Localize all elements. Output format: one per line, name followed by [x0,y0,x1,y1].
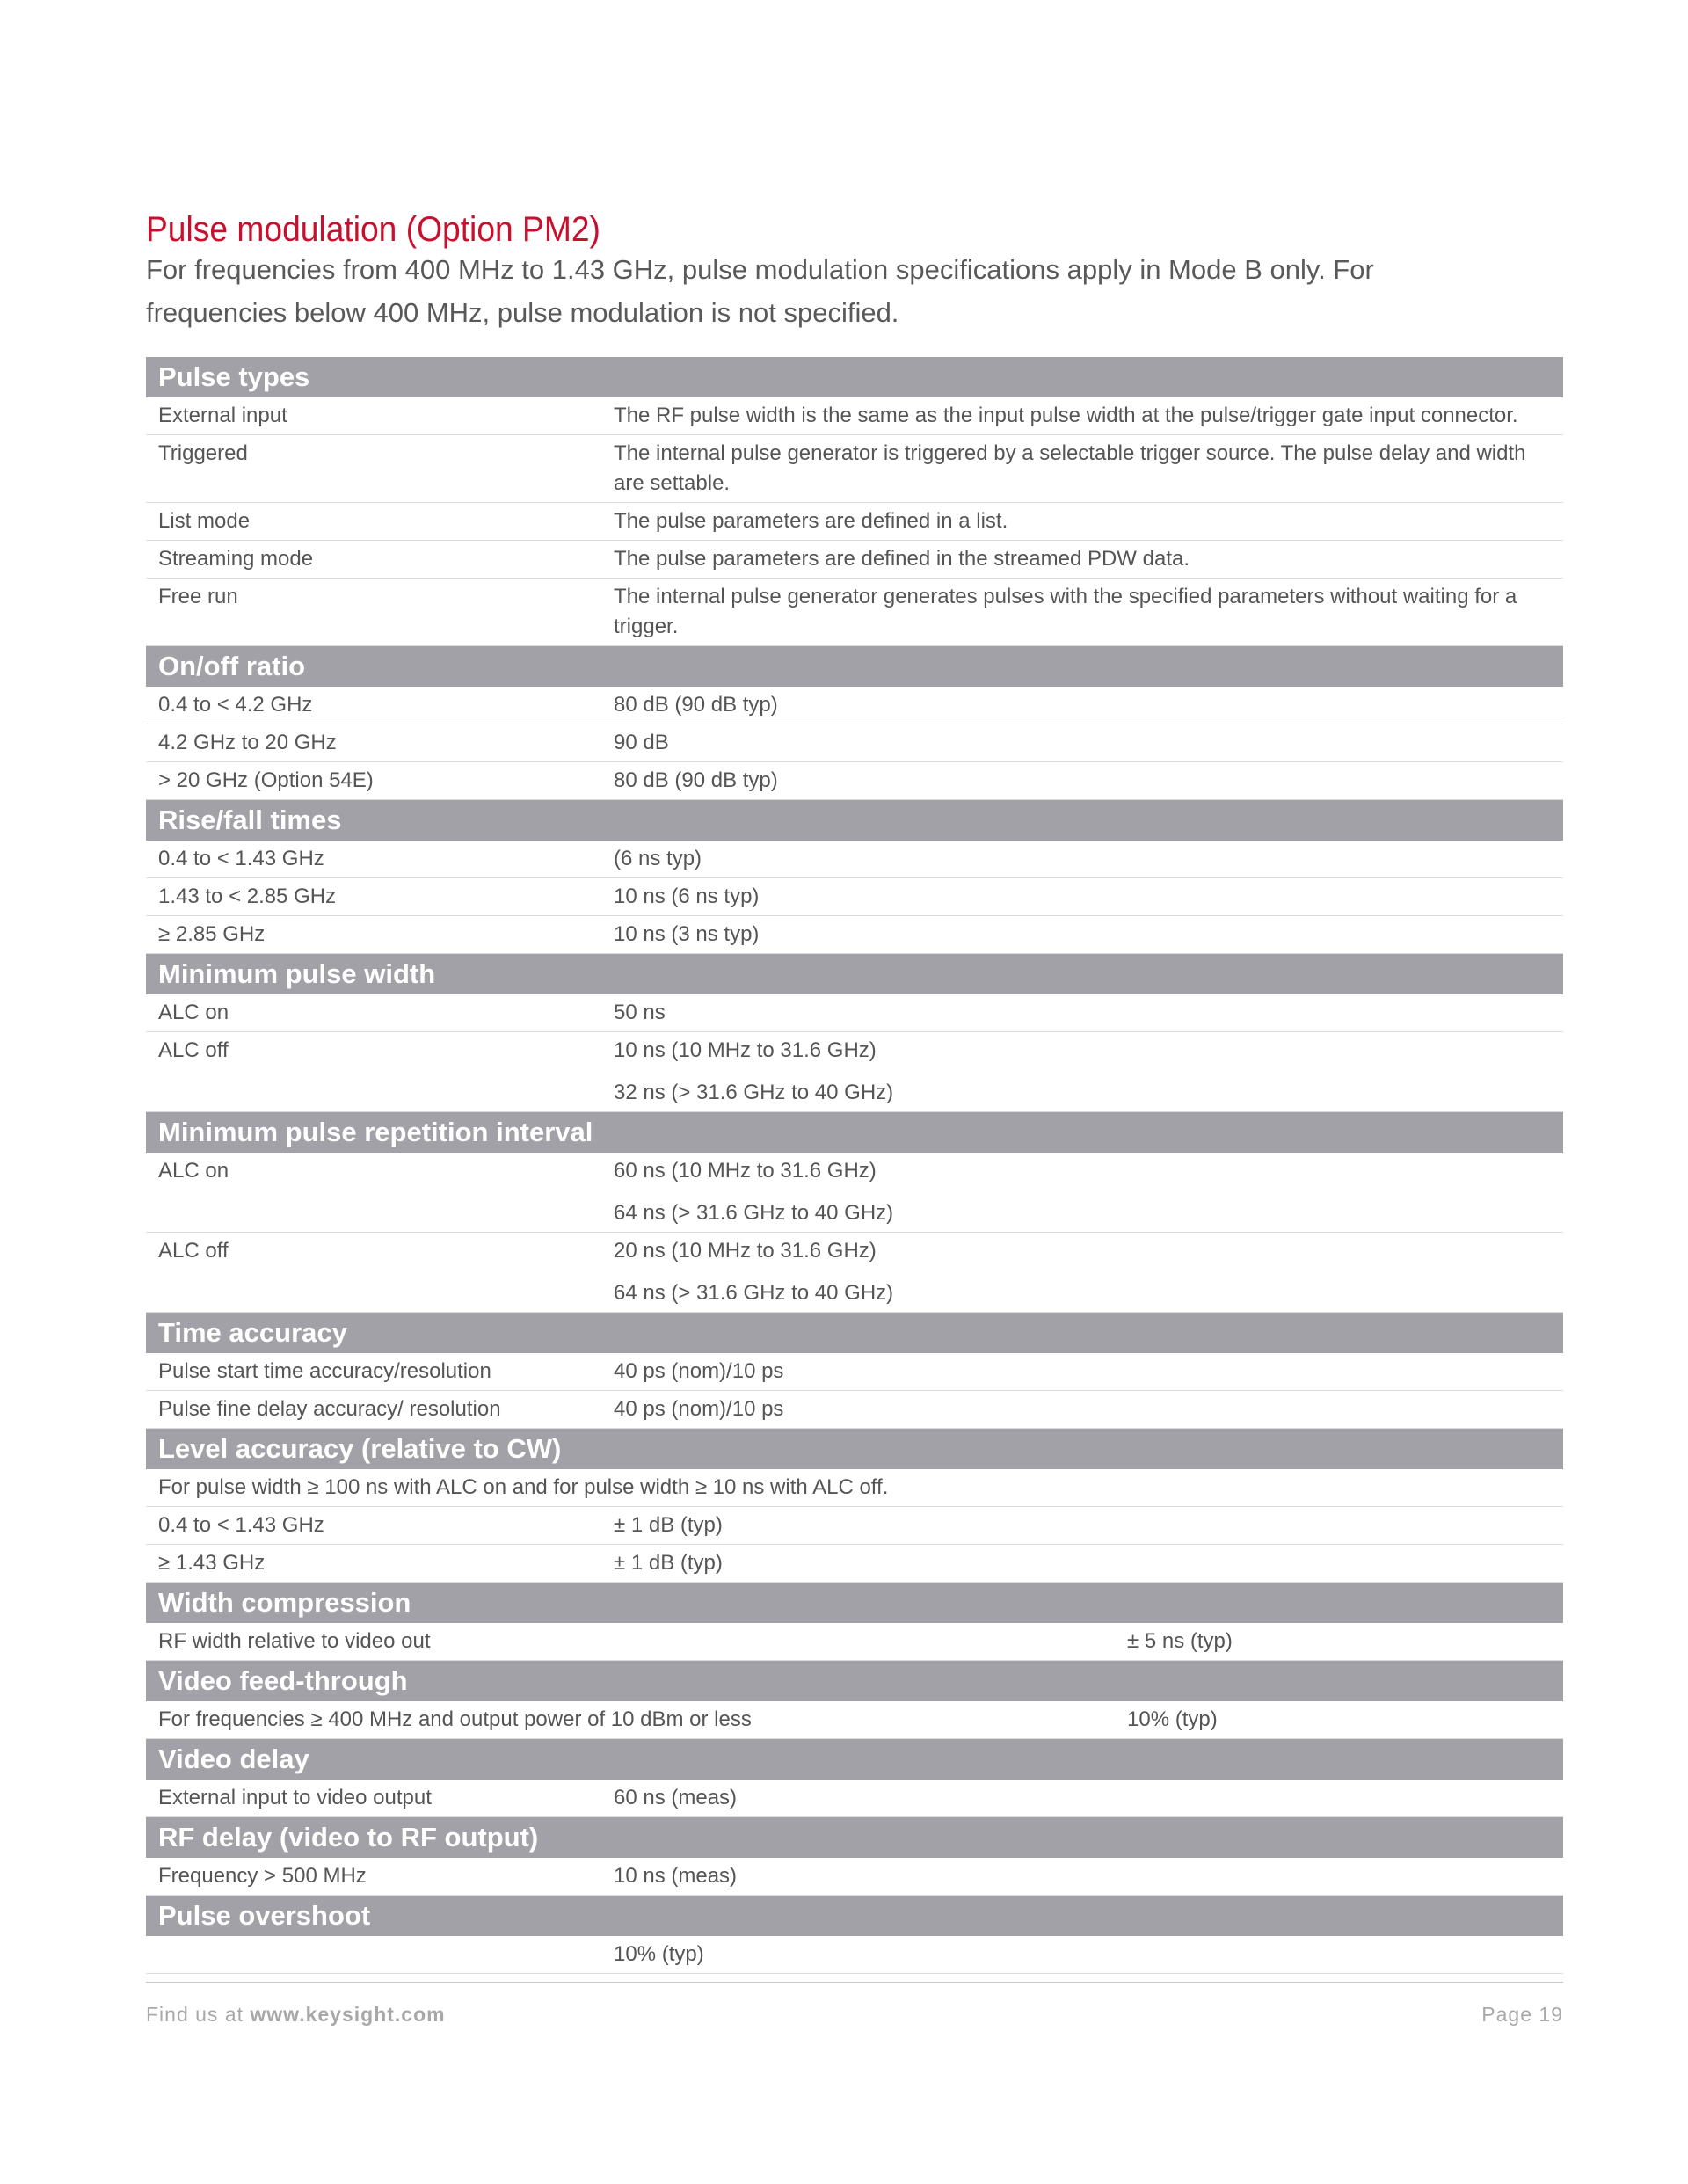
table-row [146,1032,1563,1112]
row-label: RF width relative to video out [158,1629,431,1653]
row-value: 60 ns (meas) [614,1786,738,1809]
section-header-time-accuracy: Time accuracy [146,1313,1563,1353]
footer-find-prefix: Find us at [146,2003,244,2026]
row-label: Streaming mode [158,547,314,571]
table-row [146,503,1563,541]
row-label: ALC on [158,1001,229,1024]
section-header-minimum-pulse-width: Minimum pulse width [146,954,1563,994]
page-number: Page 19 [1481,2003,1563,2026]
row-label: Pulse fine delay accuracy/ resolution [158,1397,501,1421]
row-value: 10% (typ) [1127,1707,1218,1731]
table-row [146,435,1563,503]
footer-find-us [146,2003,446,2027]
section-header-rf-delay: RF delay (video to RF output) [146,1817,1563,1858]
table-row [146,687,1563,724]
row-value-line: 20 ns (10 MHz to 31.6 GHz) [614,1239,877,1263]
section-header-pulse-types: Pulse types [146,357,1563,397]
row-label: Free run [158,585,238,608]
row-value [600,1153,1563,1232]
row-label: ALC off [158,1038,229,1062]
row-value-line: 64 ns (> 31.6 GHz to 40 GHz) [614,1201,894,1225]
row-value: 90 dB [614,731,669,754]
section-header-video-feed-through: Video feed-through [146,1661,1563,1701]
table-row [146,1391,1563,1429]
table-row [146,579,1563,646]
table-row [146,1507,1563,1545]
table-row [146,397,1563,435]
row-label: ALC off [158,1239,229,1263]
row-value: The internal pulse generator generates pulses with the specified parameters without waiting for a trigger. [614,585,1517,638]
section-header-pulse-overshoot: Pulse overshoot [146,1896,1563,1936]
row-label: Pulse start time accuracy/resolution [158,1359,491,1383]
row-value-line: 10 ns (10 MHz to 31.6 GHz) [614,1038,877,1062]
row-value [600,1233,1563,1312]
table-row [146,1858,1563,1896]
row-value: 10 ns (6 ns typ) [614,885,760,908]
section-header-width-compression: Width compression [146,1583,1563,1623]
row-value: The RF pulse width is the same as the input pulse width at the pulse/trigger gate input connector. [614,404,1518,427]
row-note: For pulse width ≥ 100 ns with ALC on and for pulse width ≥ 10 ns with ALC off. [158,1475,889,1499]
row-value: 40 ps (nom)/10 ps [614,1397,784,1421]
row-label: ALC on [158,1159,229,1183]
row-label: For frequencies ≥ 400 MHz and output power of 10 dBm or less [158,1707,752,1731]
row-value: 80 dB (90 dB typ) [614,693,778,717]
row-label: External input [158,404,287,427]
row-value: ± 1 dB (typ) [614,1551,723,1575]
intro-paragraph: For frequencies from 400 MHz to 1.43 GHz, pulse modulation specifications apply in Mode B only. For frequencies below 400 MHz, pulse modulation is not specified. [146,254,1374,328]
row-label [146,1936,600,1973]
section-header-level-accuracy: Level accuracy (relative to CW) [146,1429,1563,1469]
row-value: ± 5 ns (typ) [1127,1629,1233,1653]
row-label: 4.2 GHz to 20 GHz [158,731,337,754]
row-label: 0.4 to < 1.43 GHz [158,847,324,870]
row-value-line: 60 ns (10 MHz to 31.6 GHz) [614,1159,877,1183]
row-label: Frequency > 500 MHz [158,1864,367,1888]
table-row [146,916,1563,954]
table-row [146,541,1563,579]
row-value [600,1032,1563,1111]
row-value: 40 ps (nom)/10 ps [614,1359,784,1383]
section-header-rise-fall-times: Rise/fall times [146,800,1563,841]
table-row [146,1623,1563,1661]
row-label: ≥ 2.85 GHz [158,922,266,946]
row-value: The pulse parameters are defined in a list. [614,509,1008,533]
row-label: 0.4 to < 4.2 GHz [158,693,313,717]
row-value: The internal pulse generator is triggered by a selectable trigger source. The pulse delay and width are settable. [614,441,1526,495]
table-row [146,1936,1563,1974]
row-label: External input to video output [158,1786,432,1809]
table-row [146,762,1563,800]
page-title: Pulse modulation (Option PM2) [146,209,600,249]
row-value: 50 ns [614,1001,666,1024]
row-value: 10 ns (meas) [614,1864,738,1888]
section-header-on-off-ratio: On/off ratio [146,646,1563,687]
row-value-line: 32 ns (> 31.6 GHz to 40 GHz) [614,1081,894,1104]
row-value: 10% (typ) [614,1942,704,1966]
row-label: > 20 GHz (Option 54E) [158,768,374,792]
row-value: 80 dB (90 dB typ) [614,768,778,792]
table-row-note [146,1469,1563,1507]
row-value-line: 64 ns (> 31.6 GHz to 40 GHz) [614,1281,894,1305]
row-label: ≥ 1.43 GHz [158,1551,266,1575]
section-header-minimum-pri: Minimum pulse repetition interval [146,1112,1563,1153]
row-label: 0.4 to < 1.43 GHz [158,1513,324,1537]
table-row [146,1233,1563,1313]
spec-table [146,357,1563,1974]
row-label: 1.43 to < 2.85 GHz [158,885,337,908]
table-row [146,1153,1563,1233]
table-row [146,841,1563,878]
row-value: The pulse parameters are defined in the streamed PDW data. [614,547,1190,571]
row-value: 10 ns (3 ns typ) [614,922,760,946]
table-row [146,724,1563,762]
table-row [146,1353,1563,1391]
section-header-video-delay: Video delay [146,1739,1563,1780]
table-row [146,1701,1563,1739]
table-row [146,1545,1563,1583]
table-row [146,878,1563,916]
footer-site-link[interactable]: www.keysight.com [250,2003,446,2026]
row-label: List mode [158,509,251,533]
table-row [146,994,1563,1032]
row-value: ± 1 dB (typ) [614,1513,723,1537]
row-value: (6 ns typ) [614,847,702,870]
footer-divider [146,1982,1563,1983]
row-label: Triggered [158,441,248,465]
table-row [146,1780,1563,1817]
